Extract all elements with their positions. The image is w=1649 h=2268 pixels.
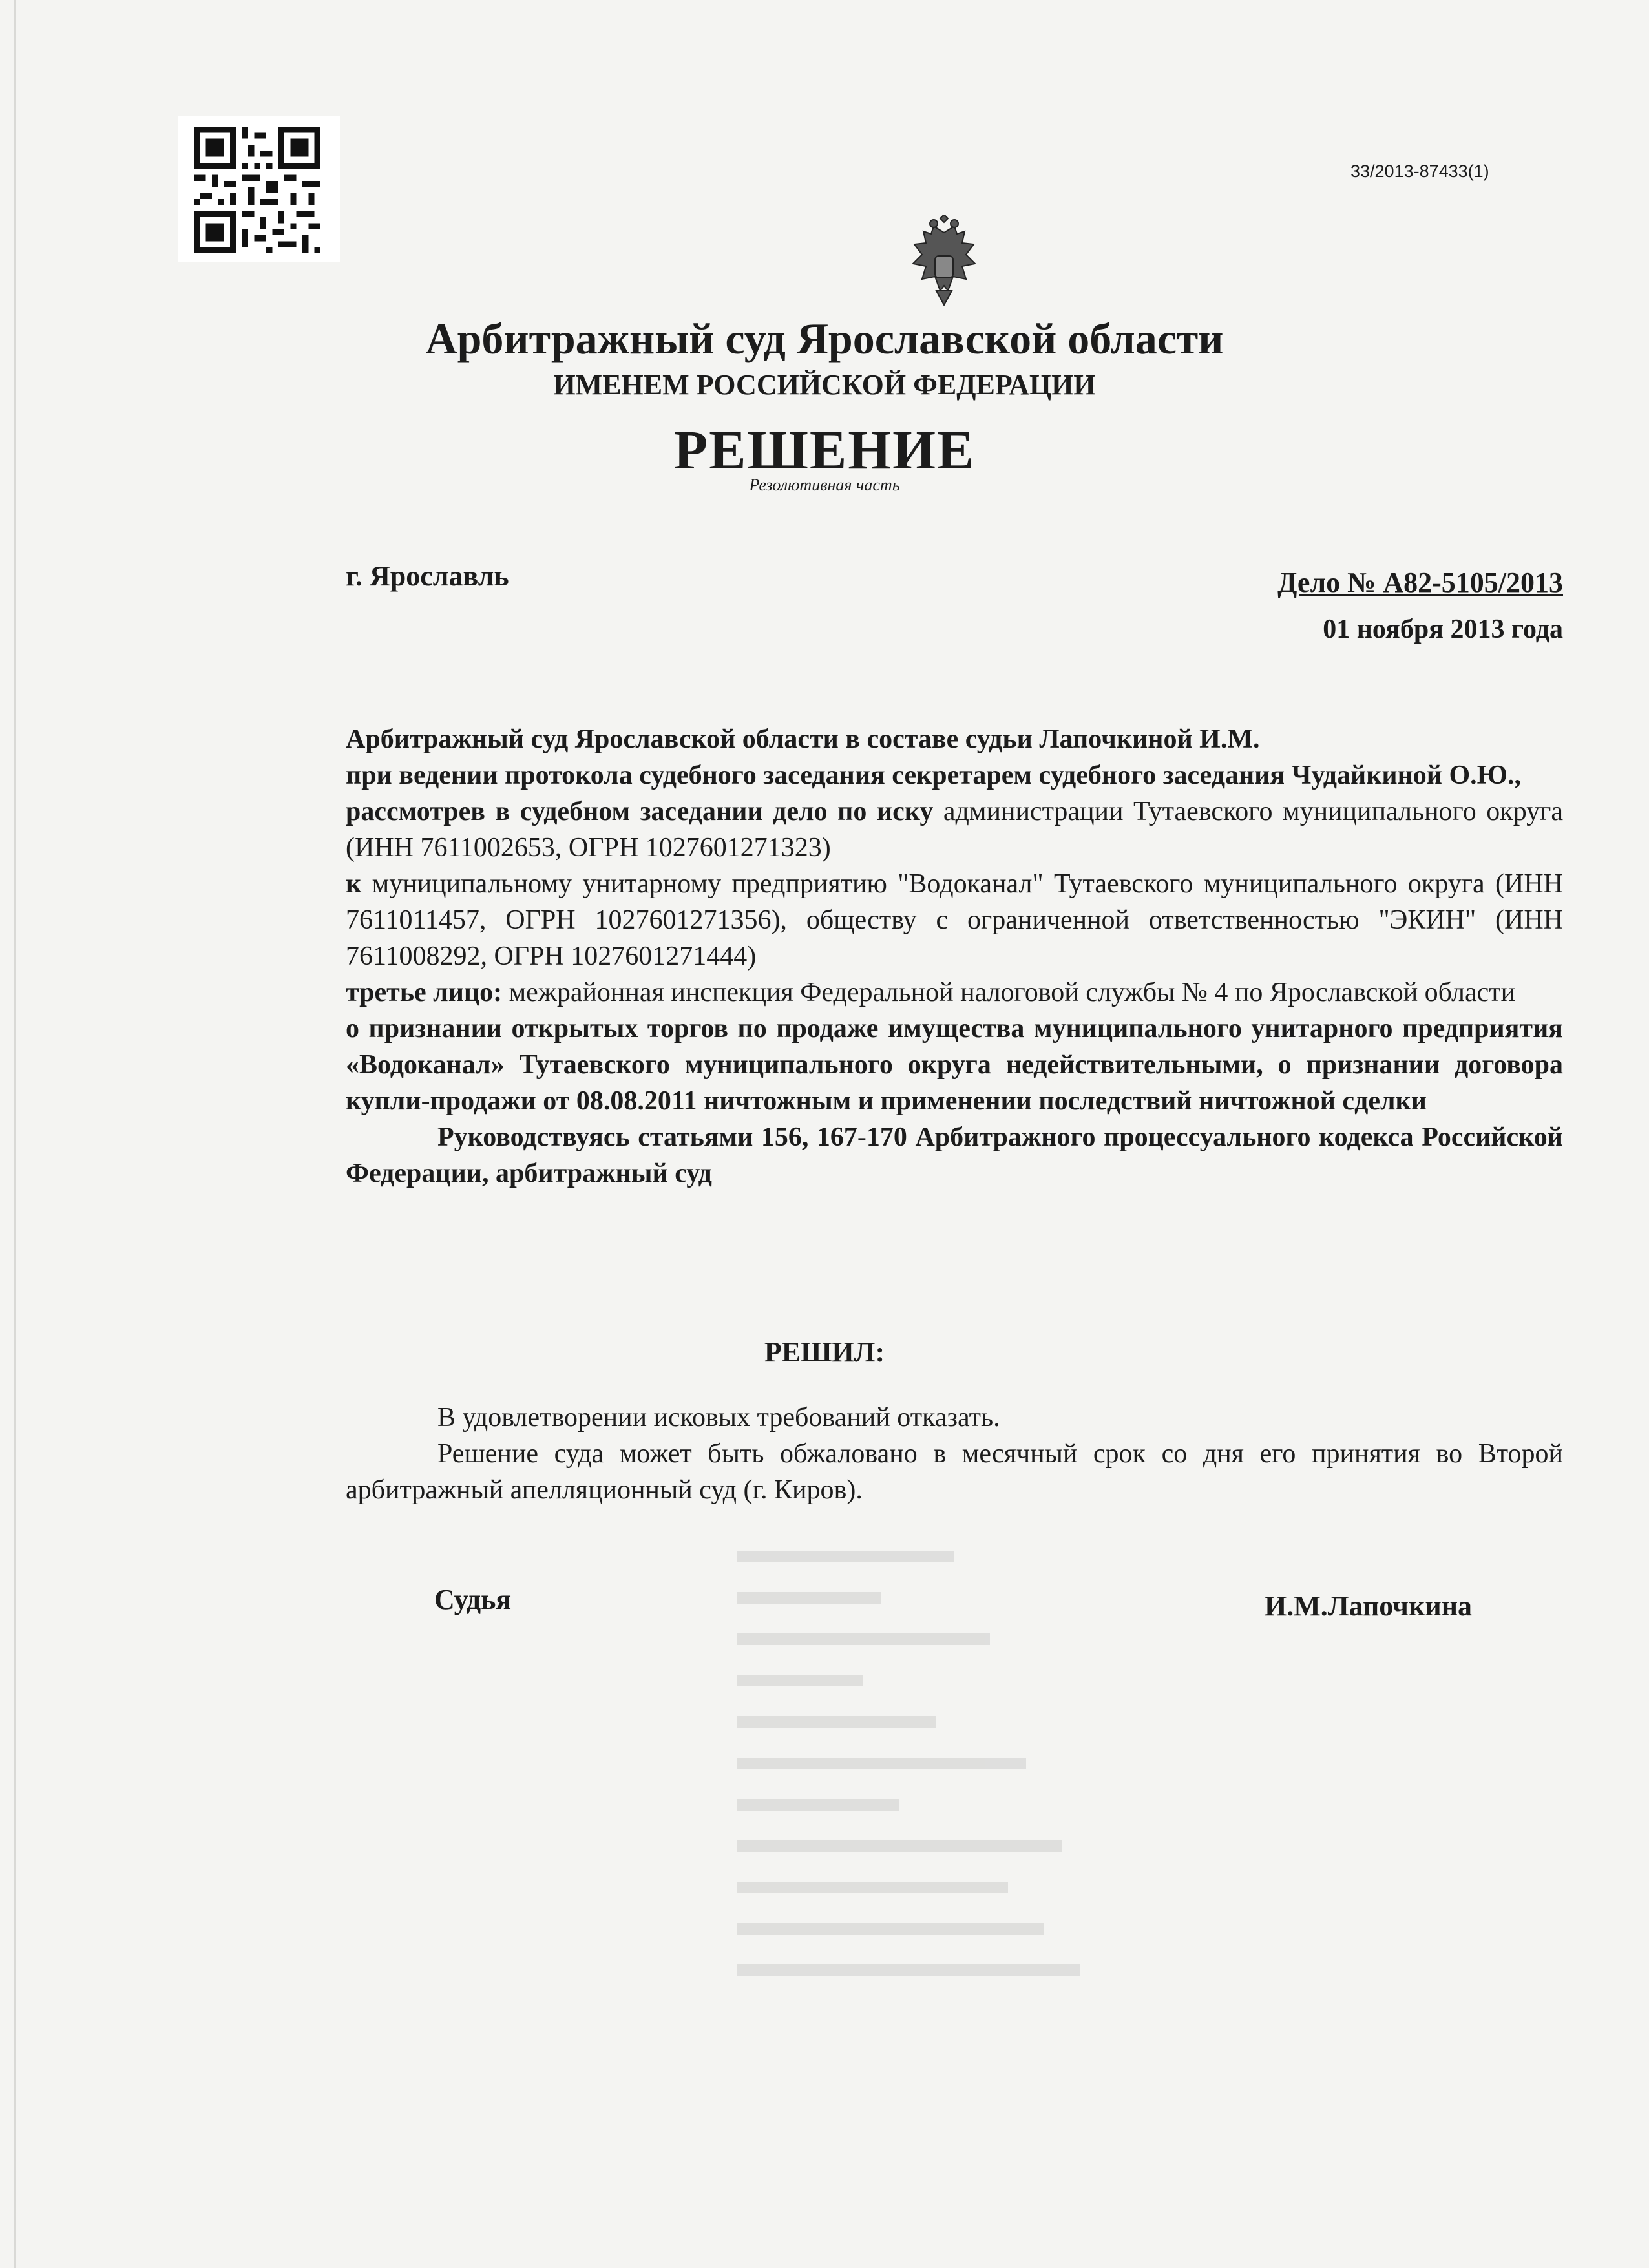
court-composition: Арбитражный суд Ярославской области в составе судьи Лапочкиной И.М. <box>346 724 1260 754</box>
case-number: Дело № А82-5105/2013 <box>1277 567 1563 598</box>
resolved-heading: РЕШИЛ: <box>764 1336 885 1368</box>
qr-code-icon <box>178 116 340 262</box>
in-the-name-heading: ИМЕНЕМ РОССИЙСКОЙ ФЕДЕРАЦИИ <box>553 369 1096 401</box>
decision-subtitle: Резолютивная часть <box>749 476 900 494</box>
resolution-paragraph-1: В удовлетворении исковых требований отказать. <box>437 1403 1000 1433</box>
qr-code-graphic <box>194 127 320 253</box>
third-party-line: третье лицо: межрайонная инспекция Федеральной налоговой службы № 4 по Ярославской области <box>346 978 1516 1007</box>
document-number: 33/2013-87433(1) <box>1350 162 1489 181</box>
guided-line: Руководствуясь статьями 156, 167-170 Арбитражного процессуального кодекса Российской Федерации, арбитражный суд <box>346 1122 1563 1188</box>
city: г. Ярославль <box>346 560 509 592</box>
decision-title: РЕШЕНИЕ <box>673 419 976 481</box>
court-name: Арбитражный суд Ярославской области <box>425 314 1224 363</box>
double-headed-eagle-emblem-icon <box>908 215 980 313</box>
defendants-line: к муниципальному унитарному предприятию "Водоканал" Тутаевского муниципального округа (ИНН 7611011457, ОГРН 1027601271356), обществу с ограниченной ответственностью "ЭКИН" (ИНН 7611008292, ОГРН 1027601271444) <box>346 869 1564 971</box>
claim-line: рассмотрев в судебном заседании дело по иску администрации Тутаевского муниципального округа (ИНН 7611002653, ОГРН 1027601271323) <box>346 797 1564 863</box>
bleed-through-text <box>737 1551 1098 2003</box>
decision-date: 01 ноября 2013 года <box>1323 614 1563 644</box>
resolution-body <box>346 1400 1563 1508</box>
secretary-line: при ведении протокола судебного заседания секретарем судебного заседания Чудайкиной О.Ю., <box>346 761 1521 790</box>
subject-line: о признании открытых торгов по продаже имущества муниципального унитарного предприятия «Водоканал» Тутаевского муниципального округа недействительными, о признании договора купли-продажи от 08.08.2011 ничтожным и применении последствий ничтожной сделки <box>346 1014 1563 1116</box>
judge-name: И.М.Лапочкина <box>1265 1590 1473 1622</box>
judge-label: Судья <box>434 1584 512 1615</box>
resolution-paragraph-2: Решение суда может быть обжаловано в месячный срок со дня его принятия во Второй арбитражный апелляционный суд (г. Киров). <box>346 1439 1563 1505</box>
decision-body <box>346 721 1563 1192</box>
